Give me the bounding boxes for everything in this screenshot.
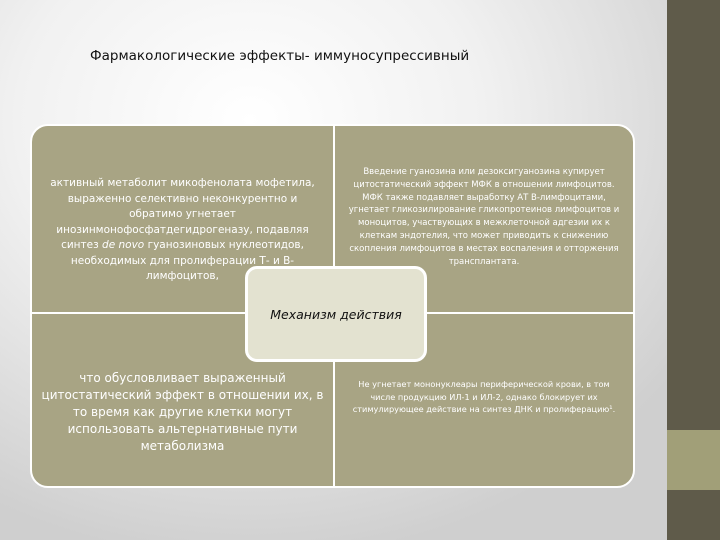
center-label: Механизм действия [270,306,402,322]
quadrant-top-left-text: активный метаболит микофенолата мофетила, выраженно селективно неконкурентно и обратимо угнетает инозинмонофосфатдегидрогеназу, подавляя синтез [50,177,315,251]
quadrant-bottom-right-text: Не угнетает мононуклеары периферической крови, в том числе продукцию ИЛ-1 и ИЛ-2, однако блокирует их стимулирующее действие на синтез ДНК и пролиферацию¹. [352,379,616,414]
quadrant-top-right-text: Введение гуанозина или дезоксигуанозина купирует цитостатический эффект МФК в отношении лимфоцитов. МФК также подавляет выработку АТ В-лимфоцитами, угнетает гликозилирование гликопротеинов лимфоцитов и моноцитов, участвующих в межклеточной адгезии их к клеткам эндотелия, что может приводить к снижению скопления лимфоцитов в местах воспаления и отторжения трансплантата. [348,167,620,267]
quadrant-top-left-text-2: гуанозиновых нуклеотидов, необходимых для пролиферации Т- и В-лимфоцитов, [70,239,304,282]
quadrant-bottom-left-text: что обусловливает выраженный цитостатический эффект в отношении их, в то время как другие клетки могут использовать альтернативные пути метаболизма [41,371,324,453]
decorative-sidebar-band [667,430,720,490]
slide-title: Фармакологические эффекты- иммуносупрессивный [90,48,470,64]
center-label-box [245,266,427,362]
quadrant-top-left-italic: de novo [102,239,145,251]
